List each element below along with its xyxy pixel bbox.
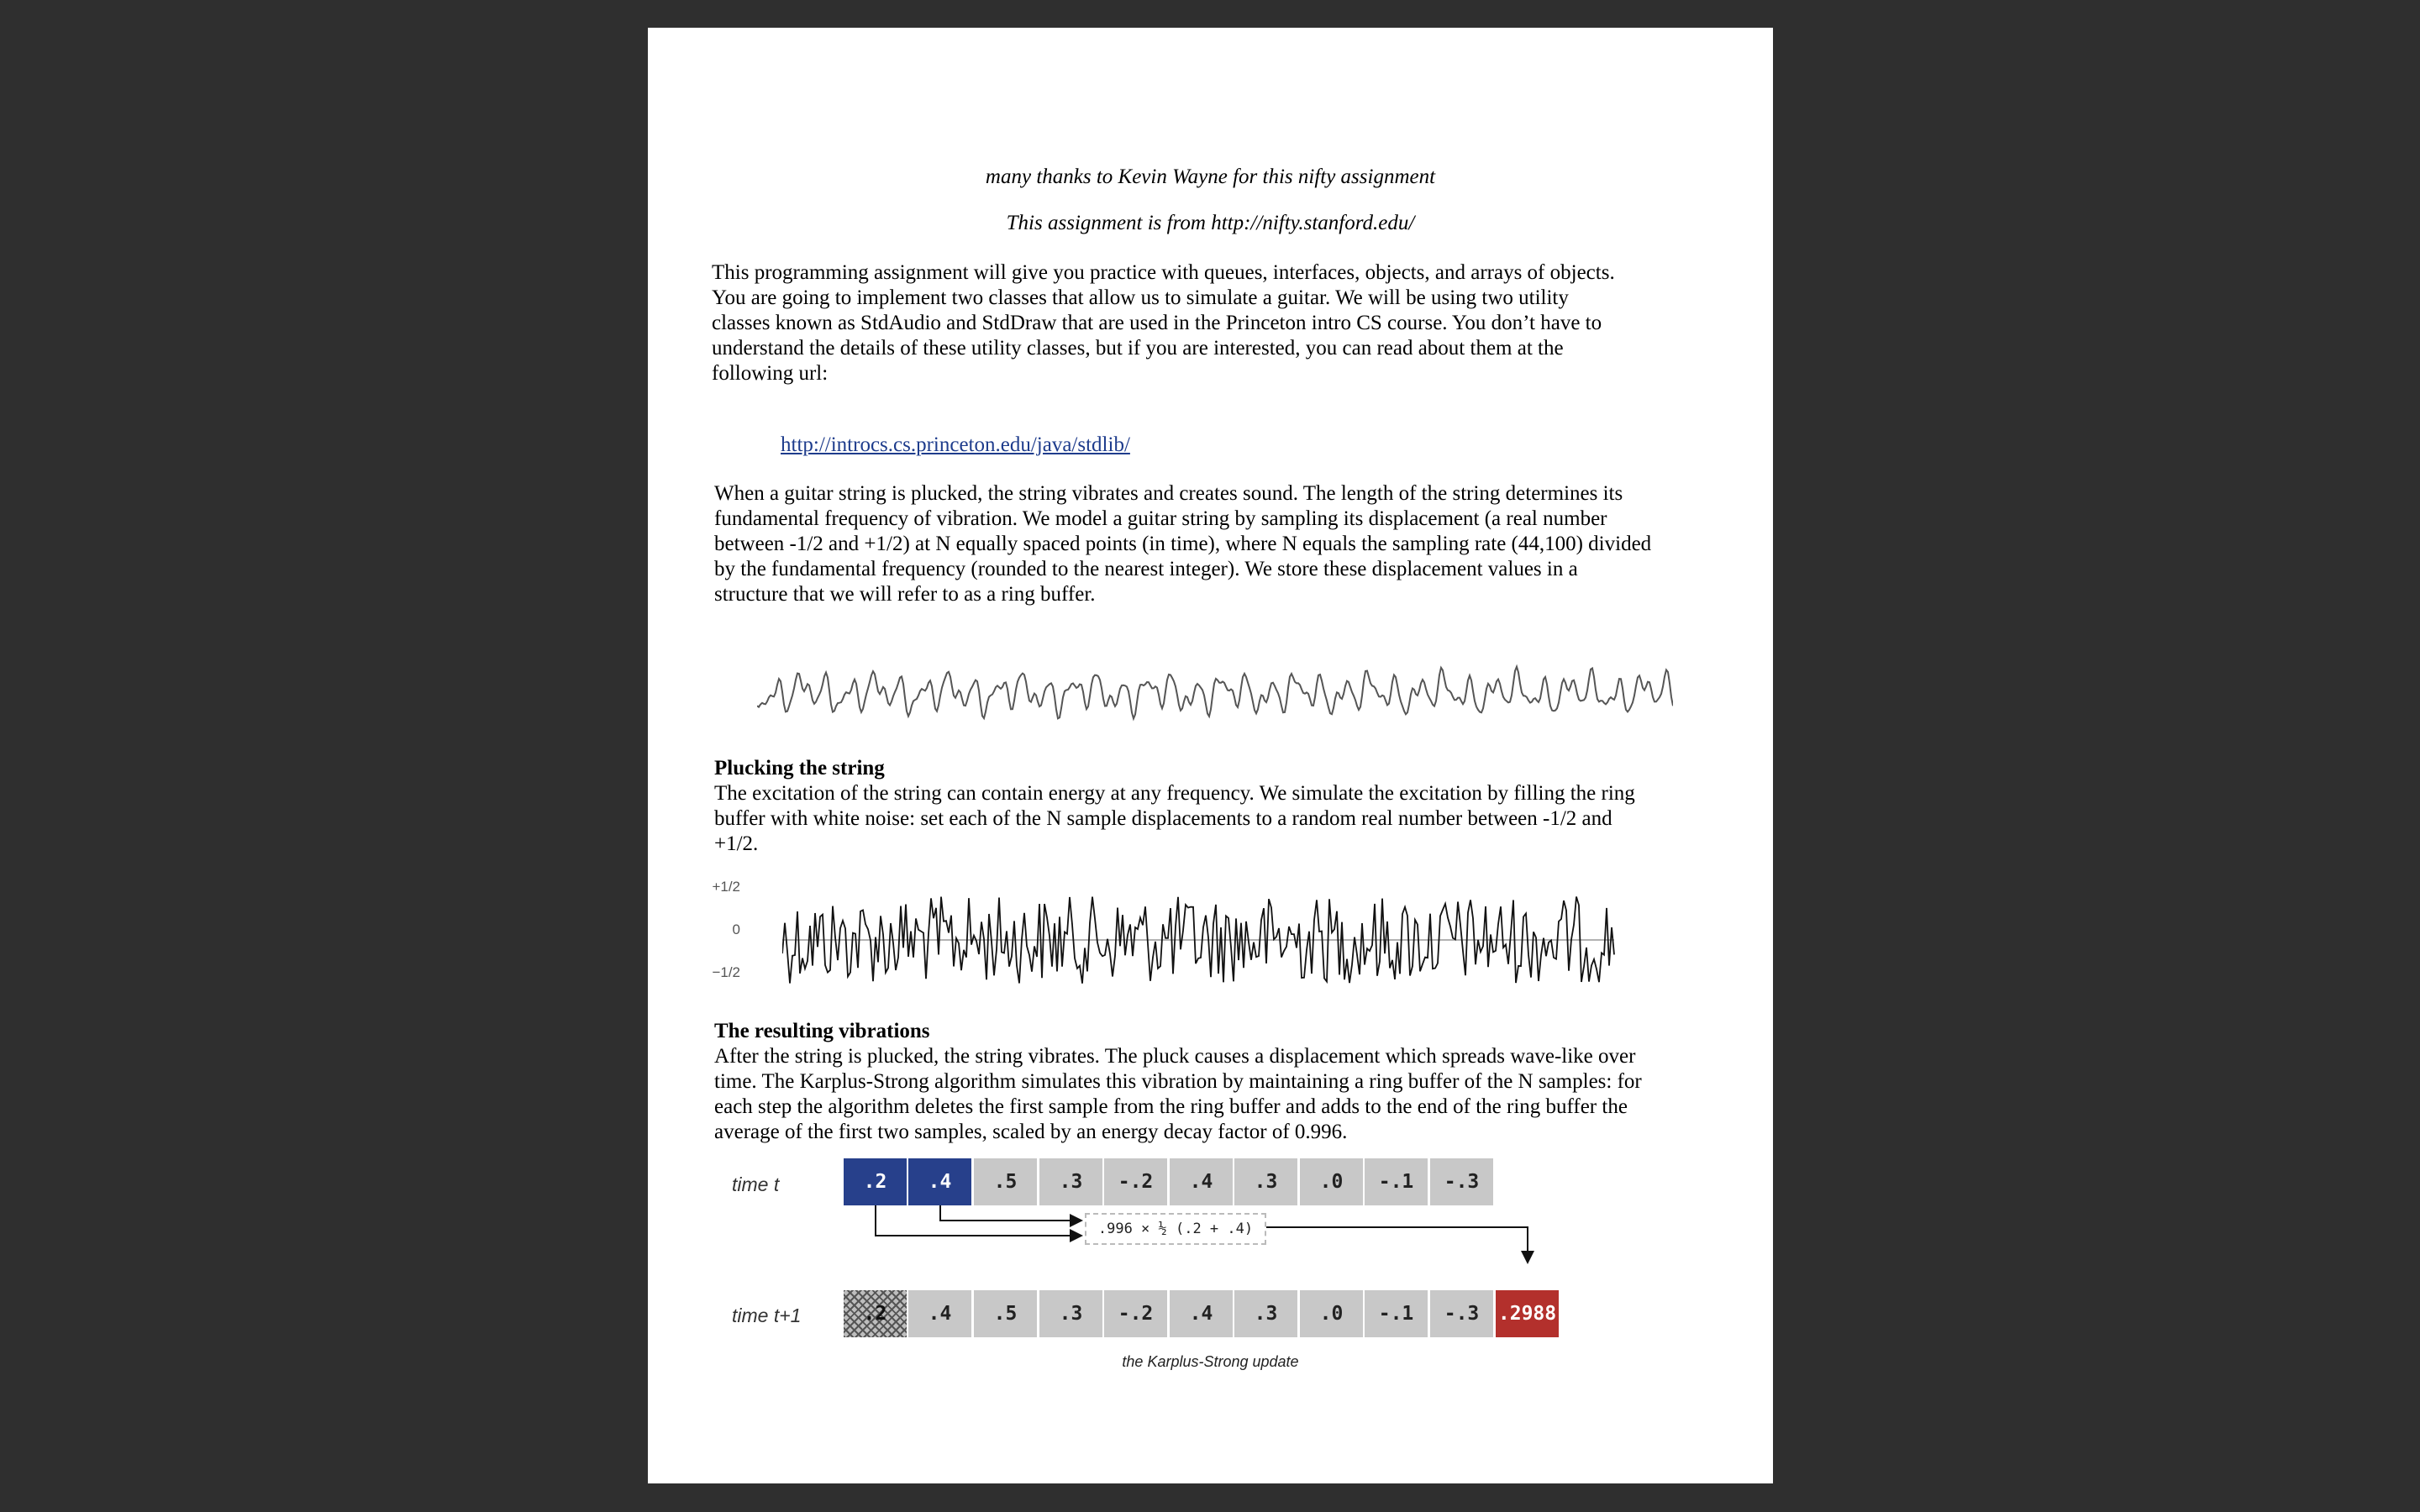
- deleted-buffer-cell: .2: [844, 1290, 907, 1337]
- time-t-label: time t: [732, 1173, 780, 1195]
- buffer-cell: .0: [1300, 1158, 1363, 1205]
- vibrations-heading: The resulting vibrations: [714, 1020, 930, 1042]
- plucking-line: +1/2.: [714, 832, 759, 855]
- document-page: [648, 28, 1773, 1483]
- model-line: structure that we will refer to as a ring buffer.: [714, 583, 1096, 606]
- buffer-cell: .3: [1234, 1158, 1297, 1205]
- model-line: When a guitar string is plucked, the string vibrates and creates sound. The length of the string determines its: [714, 482, 1623, 505]
- vibrations-line: time. The Karplus-Strong algorithm simulates this vibration by maintaining a ring buffer of the N samples: for: [714, 1070, 1642, 1093]
- vibrations-line: After the string is plucked, the string vibrates. The pluck causes a displacement which spreads wave-like over: [714, 1045, 1636, 1068]
- buffer-cell: .4: [908, 1158, 971, 1205]
- buffer-cell: -.2: [1104, 1290, 1167, 1337]
- buffer-cell: -.1: [1365, 1158, 1428, 1205]
- intro-line: classes known as StdAudio and StdDraw that are used in the Princeton intro CS course. You don’t have to: [712, 312, 1602, 334]
- axis-top-label: +1/2: [712, 879, 740, 895]
- model-line: fundamental frequency of vibration. We model a guitar string by sampling its displacement (a real number: [714, 507, 1607, 530]
- axis-bottom-label: −1/2: [712, 964, 740, 980]
- buffer-cell: -.1: [1365, 1290, 1428, 1337]
- buffer-cell: .5: [974, 1290, 1037, 1337]
- buffer-cell: .2: [844, 1158, 907, 1205]
- buffer-cell: -.2: [1104, 1158, 1167, 1205]
- model-line: by the fundamental frequency (rounded to the nearest integer). We store these displacement values in a: [714, 558, 1578, 580]
- stdlib-link[interactable]: http://introcs.cs.princeton.edu/java/stdlib/: [781, 433, 1130, 456]
- plucking-line: buffer with white noise: set each of the N sample displacements to a random real number between -1/2 and: [714, 807, 1612, 830]
- vibrations-line: each step the algorithm deletes the first sample from the ring buffer and adds to the end of the ring buffer the: [714, 1095, 1628, 1118]
- buffer-cell: -.3: [1430, 1158, 1493, 1205]
- thanks-line: many thanks to Kevin Wayne for this nifty assignment: [985, 165, 1436, 188]
- buffer-cell: -.3: [1430, 1290, 1493, 1337]
- plucking-heading: Plucking the string: [714, 757, 885, 780]
- buffer-cell: .4: [1170, 1158, 1233, 1205]
- buffer-cell: .4: [908, 1290, 971, 1337]
- buffer-cell: .3: [1234, 1290, 1297, 1337]
- time-t1-label: time t+1: [732, 1305, 802, 1326]
- buffer-cell: .5: [974, 1158, 1037, 1205]
- vibrations-line: average of the first two samples, scaled by an energy decay factor of 0.996.: [714, 1121, 1348, 1143]
- intro-line: following url:: [712, 362, 829, 385]
- model-line: between -1/2 and +1/2) at N equally spaced points (in time), where N equals the sampling rate (44,100) divided: [714, 533, 1652, 555]
- intro-line: You are going to implement two classes that allow us to simulate a guitar. We will be using two utility: [712, 286, 1569, 309]
- diagram-caption: the Karplus-Strong update: [1122, 1353, 1299, 1370]
- plucking-line: The excitation of the string can contain energy at any frequency. We simulate the excitation by filling the ring: [714, 782, 1635, 805]
- new-value-cell: .2988: [1496, 1290, 1559, 1337]
- axis-zero-label: 0: [732, 921, 740, 937]
- buffer-cell: .3: [1039, 1290, 1102, 1337]
- buffer-cell: .4: [1170, 1290, 1233, 1337]
- intro-line: understand the details of these utility classes, but if you are interested, you can read about them at the: [712, 337, 1564, 360]
- formula-box: .996 × ½ (.2 + .4): [1085, 1213, 1266, 1245]
- buffer-cell: .3: [1039, 1158, 1102, 1205]
- intro-line: This programming assignment will give you practice with queues, interfaces, objects, and arrays of objects.: [712, 261, 1615, 284]
- source-line: This assignment is from http://nifty.stanford.edu/: [1006, 212, 1415, 234]
- buffer-cell: .0: [1300, 1290, 1363, 1337]
- update-arrows: [648, 28, 1773, 1483]
